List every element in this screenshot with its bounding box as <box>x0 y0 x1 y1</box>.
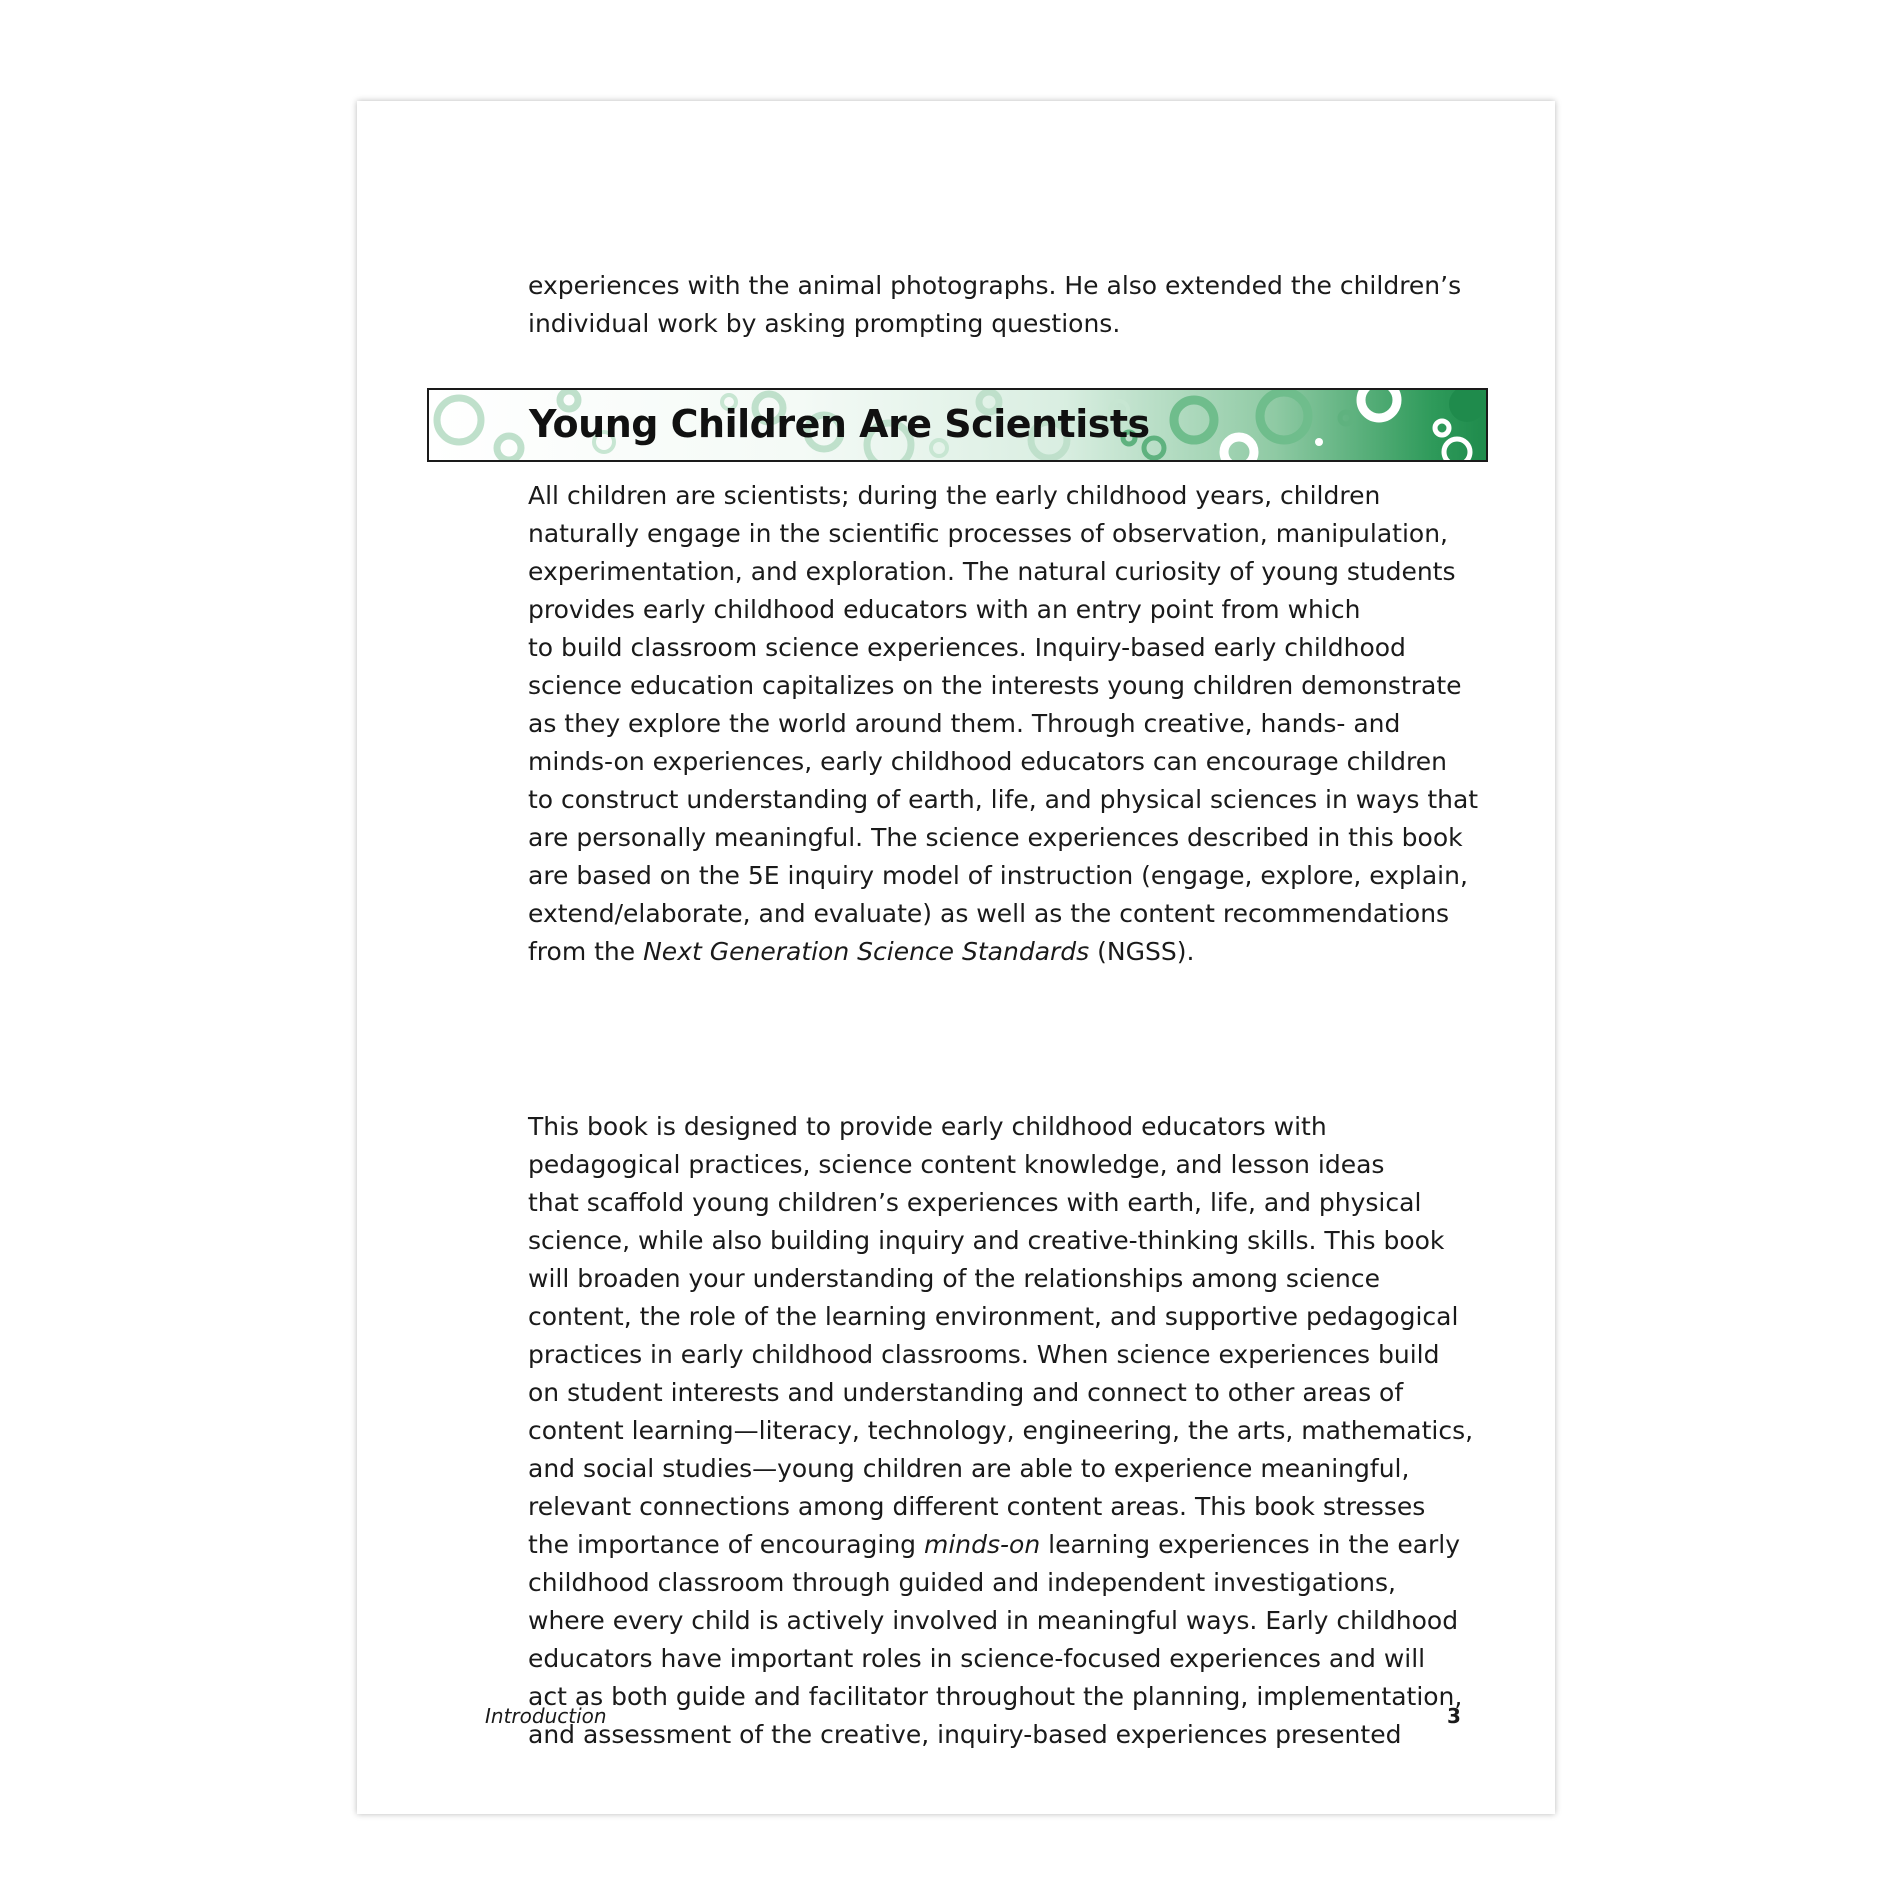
text-run: (NGSS). <box>1089 937 1195 966</box>
minds-on-italic: minds-on <box>923 1530 1041 1559</box>
paragraph-line: experimentation, and exploration. The natural curiosity of young students <box>528 557 1456 586</box>
book-page <box>357 101 1555 1814</box>
paragraph-line: are personally meaningful. The science experiences described in this book <box>528 823 1463 852</box>
text-run: learning experiences in the early <box>1040 1530 1461 1559</box>
paragraph-line: that scaffold young children’s experiences with earth, life, and physical <box>528 1188 1422 1217</box>
paragraph-line: on student interests and understanding and connect to other areas of <box>528 1378 1404 1407</box>
paragraph-line: as they explore the world around them. Through creative, hands- and <box>528 709 1401 738</box>
paragraph-2 <box>528 1108 1474 1754</box>
paragraph-line: pedagogical practices, science content knowledge, and lesson ideas <box>528 1150 1385 1179</box>
paragraph-line: act as both guide and facilitator throughout the planning, implementation, <box>528 1682 1463 1711</box>
paragraph-line: naturally engage in the scientific processes of observation, manipulation, <box>528 519 1448 548</box>
paragraph-1 <box>528 477 1479 971</box>
paragraph-line: minds-on experiences, early childhood educators can encourage children <box>528 747 1447 776</box>
paragraph-line: will broaden your understanding of the relationships among science <box>528 1264 1380 1293</box>
paragraph-line: educators have important roles in science-focused experiences and will <box>528 1644 1426 1673</box>
paragraph-line: are based on the 5E inquiry model of instruction (engage, explore, explain, <box>528 861 1468 890</box>
page-number: 3 <box>1447 1704 1461 1728</box>
paragraph-line: All children are scientists; during the early childhood years, children <box>528 481 1381 510</box>
paragraph-line: practices in early childhood classrooms. When science experiences build <box>528 1340 1440 1369</box>
paragraph-line: This book is designed to provide early childhood educators with <box>528 1112 1327 1141</box>
paragraph-line: and social studies—young children are able to experience meaningful, <box>528 1454 1410 1483</box>
intro-line: experiences with the animal photographs. He also extended the children’s <box>528 271 1462 300</box>
text-run: from the <box>528 937 644 966</box>
paragraph-line: to construct understanding of earth, life, and physical sciences in ways that <box>528 785 1479 814</box>
paragraph-line: where every child is actively involved in meaningful ways. Early childhood <box>528 1606 1459 1635</box>
paragraph-line: provides early childhood educators with an entry point from which <box>528 595 1361 624</box>
paragraph-line: childhood classroom through guided and independent investigations, <box>528 1568 1396 1597</box>
text-run: the importance of encouraging <box>528 1530 924 1559</box>
paragraph-line <box>528 933 1428 971</box>
section-banner <box>427 388 1488 462</box>
paragraph-line: science education capitalizes on the interests young children demonstrate <box>528 671 1462 700</box>
paragraph-line: content, the role of the learning environment, and supportive pedagogical <box>528 1302 1459 1331</box>
paragraph-line: relevant connections among different content areas. This book stresses <box>528 1492 1426 1521</box>
section-heading: Young Children Are Scientists <box>529 402 1150 446</box>
standards-title-italic: Next Generation Science Standards <box>643 937 1090 966</box>
paragraph-line: content learning—literacy, technology, engineering, the arts, mathematics, <box>528 1416 1474 1445</box>
paragraph-line: extend/elaborate, and evaluate) as well as the content recommendations <box>528 899 1450 928</box>
intro-paragraph <box>528 267 1462 343</box>
paragraph-line: science, while also building inquiry and creative-thinking skills. This book <box>528 1226 1445 1255</box>
paragraph-line <box>528 1526 1461 1564</box>
paragraph-line: and assessment of the creative, inquiry-based experiences presented <box>528 1720 1402 1749</box>
intro-line: individual work by asking prompting questions. <box>528 309 1121 338</box>
paragraph-line: to build classroom science experiences. Inquiry-based early childhood <box>528 633 1406 662</box>
footer-section-name: Introduction <box>485 1704 607 1728</box>
